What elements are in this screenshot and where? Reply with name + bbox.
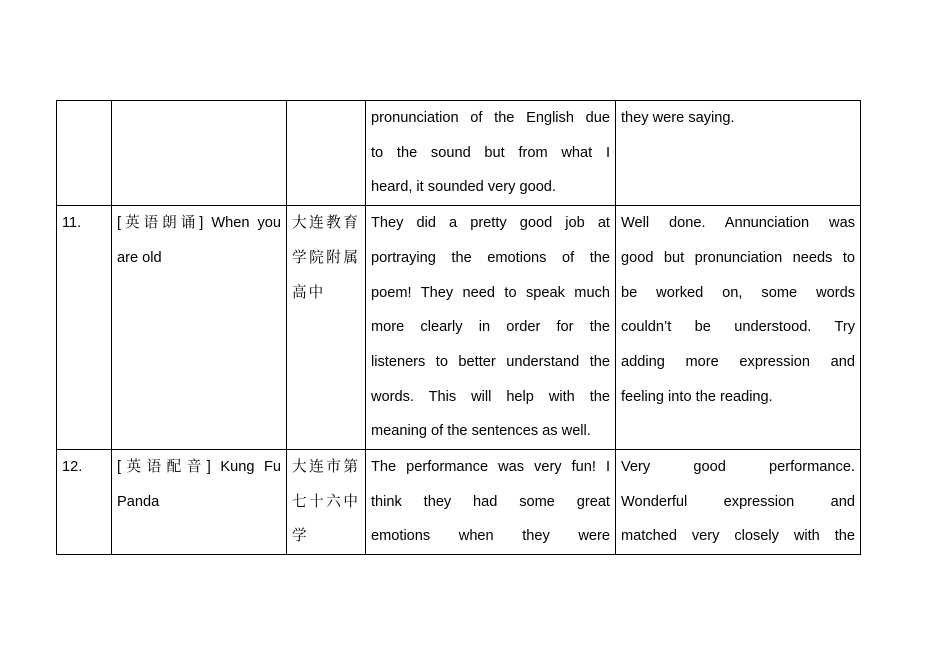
program-cell: [112, 101, 287, 206]
text-line: [英语朗诵] When you: [117, 215, 281, 232]
number-cell: [57, 206, 112, 450]
text-line: Panda: [117, 493, 160, 510]
text-line: They did a pretty good job at: [371, 215, 610, 232]
school-cell: [287, 206, 366, 450]
text-line: Wonderful expression and: [621, 493, 855, 510]
text-line: are old: [117, 249, 162, 266]
review-table-body: [57, 101, 861, 555]
text-line: portraying the emotions of the: [371, 249, 610, 266]
text-line: poem! They need to speak much: [371, 284, 610, 301]
table-row: [57, 206, 861, 450]
text-line: 学院附属: [292, 249, 360, 266]
text-line: words. This will help with the: [371, 388, 610, 405]
text-line: 11.: [62, 215, 82, 232]
comment-cell: [366, 206, 616, 450]
text-line: listeners to better understand the: [371, 353, 610, 370]
text-line: good but pronunciation needs to: [621, 249, 855, 266]
comment-cell: [366, 101, 616, 206]
feedback-cell: [616, 206, 861, 450]
text-line: they were saying.: [621, 110, 735, 126]
number-cell: [57, 101, 112, 206]
school-cell: [287, 450, 366, 555]
text-line: be worked on, some words: [621, 284, 855, 301]
text-line: 大连市第: [292, 459, 360, 476]
text-line: to the sound but from what I: [371, 144, 610, 161]
text-line: matched very closely with the: [621, 528, 855, 545]
number-cell: [57, 450, 112, 555]
text-line: more clearly in order for the: [371, 319, 610, 336]
text-line: 学: [292, 528, 309, 545]
text-line: Well done. Annunciation was: [621, 215, 855, 232]
text-line: pronunciation of the English due: [371, 110, 610, 126]
program-cell: [112, 206, 287, 450]
text-line: think they had some great: [371, 493, 610, 510]
text-line: meaning of the sentences as well.: [371, 423, 591, 440]
text-line: couldn’t be understood. Try: [621, 319, 855, 336]
program-cell: [112, 450, 287, 555]
text-line: heard, it sounded very good.: [371, 179, 556, 196]
feedback-cell: [616, 101, 861, 206]
text-line: Very good performance.: [621, 459, 855, 476]
comment-cell: [366, 450, 616, 555]
text-line: 高中: [292, 284, 326, 301]
feedback-cell: [616, 450, 861, 555]
text-line: [英语配音] Kung Fu: [117, 459, 281, 476]
text-line: adding more expression and: [621, 353, 855, 370]
school-cell: [287, 101, 366, 206]
text-line: emotions when they were: [371, 528, 610, 545]
text-line: 大连教育: [292, 215, 360, 232]
table-row: [57, 450, 861, 555]
table-row: [57, 101, 861, 206]
text-line: 七十六中: [292, 493, 360, 510]
text-line: feeling into the reading.: [621, 388, 773, 405]
text-line: The performance was very fun! I: [371, 459, 610, 476]
text-line: 12.: [62, 459, 83, 476]
review-table: [56, 100, 861, 555]
